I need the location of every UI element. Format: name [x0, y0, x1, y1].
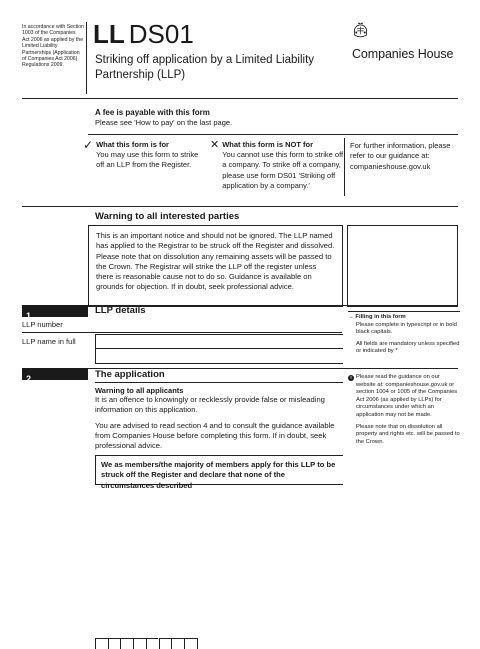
warning-all-title: Warning to all interested parties	[95, 211, 240, 222]
form-title: Striking off application by a Limited Liability Partnership (LLP)	[95, 54, 315, 81]
warning-all-text: This is an important notice and should not be ignored. The LLP named has applied to the Registrar to be struck off the Register and dissolved. Please note that on dissolution any remaining assets will be passed to the Crown. The Registrar will strike the LLP off the register unless there is reasonable cause not to do so. Guidance is available on grounds for objection. If in doubt, seek professional advice.	[96, 231, 335, 292]
companies-house-logo	[352, 21, 462, 61]
warning-all-box	[88, 225, 343, 307]
legal-note: In accordance with Section 1003 of the Companies Act 2006 as applied by the Limited Liability Partnerships (Application of Companies Act 2006) Regulations 2009.	[22, 24, 84, 69]
section-1-number: 1	[26, 311, 32, 321]
section-1-title: LLP details	[95, 305, 146, 316]
side-dissolution-text: Please note that on dissolution all property and rights etc. will be passed to the Crown.	[356, 423, 460, 445]
section-1-badge	[22, 305, 88, 321]
intro-rule	[22, 206, 458, 207]
side-note-title: Filling in this form	[355, 314, 406, 320]
llp-number-cell-end	[197, 638, 198, 649]
fee-note: Please see 'How to pay' on the last page.	[95, 118, 233, 127]
for-text: You may use this form to strike off an LLP from the Register.	[96, 150, 199, 170]
declaration-text: We as members/the majority of members apply for this LLP to be struck off the Register and declare that none of the circumstances described	[101, 460, 336, 490]
logo-text: Companies House	[352, 47, 454, 61]
fee-rule	[88, 134, 458, 135]
section-2-title: The application	[95, 369, 165, 380]
applicant-warning-title: Warning to all applicants	[95, 386, 184, 395]
form-code	[93, 20, 194, 48]
arrow-right-icon: →	[348, 314, 354, 320]
info-divider	[344, 138, 345, 196]
llp-name-underline	[95, 363, 343, 364]
header-rule	[22, 98, 458, 99]
section-2-badge	[22, 368, 88, 384]
for-title: What this form is for	[96, 140, 169, 149]
llp-number-cell[interactable]	[108, 638, 121, 649]
info-icon: !	[348, 375, 354, 381]
what-form-is-for	[83, 140, 208, 171]
llp-number-cell[interactable]	[146, 638, 159, 649]
side-note-heading	[348, 311, 460, 322]
section-2-number: 2	[26, 374, 32, 384]
form-prefix: LL	[93, 19, 125, 49]
cross-icon: ✕	[210, 139, 220, 151]
declaration-box	[95, 455, 343, 490]
llp-name-field-left	[95, 349, 96, 363]
llp-number-cell[interactable]	[120, 638, 133, 649]
section-2-side-note	[348, 374, 460, 446]
not-for-title: What this form is NOT for	[222, 140, 314, 149]
applicant-warning-text-1: It is an offence to knowingly or recklessly provide false or misleading information on this application.	[95, 395, 325, 415]
royal-crest-icon	[352, 21, 369, 39]
llp-number-cell[interactable]	[133, 638, 146, 649]
side-guidance-text: Please read the guidance on our website at: companieshouse.gov.uk or section 1004 or 1005 of the Companies Act 2006 (as applied by LLPs) for circumstances under which an application may not be made.	[356, 374, 458, 418]
llp-number-field[interactable]	[95, 319, 210, 331]
not-for-text: You cannot use this form to strike off a company. To strike off a company, please use form DS01 'Striking off application by a company.'	[222, 150, 344, 190]
llp-number-label: LLP number	[22, 320, 63, 329]
applicant-warning	[95, 386, 345, 451]
llp-name-label: LLP name in full	[22, 337, 76, 346]
check-icon: ✓	[83, 138, 94, 152]
side-note-rule	[348, 311, 460, 312]
header-divider	[86, 22, 87, 94]
what-form-is-not-for	[210, 140, 345, 191]
side-guidance	[348, 374, 460, 420]
llp-number-cell[interactable]	[159, 638, 172, 649]
llp-number-underline	[22, 332, 342, 333]
applicant-warning-text-2: You are advised to read section 4 and to consult the guidance available from Companies House before completing this form. If in doubt, seek professional advice.	[95, 420, 335, 451]
llp-number-cell[interactable]	[184, 638, 197, 649]
llp-number-cell[interactable]	[95, 638, 108, 649]
section-1-side-note	[348, 311, 460, 356]
fee-title: A fee is payable with this form	[95, 108, 210, 117]
section-2-title-rule	[95, 382, 343, 383]
side-note-text-2: All fields are mandatory unless specified or indicated by *	[356, 340, 460, 355]
info-text: For further information, please refer to our guidance at: companieshouse.gov.uk	[350, 141, 451, 171]
form-number: DS01	[128, 19, 194, 49]
llp-number-cell[interactable]	[171, 638, 184, 649]
llp-name-field[interactable]	[95, 334, 343, 349]
side-note-text-1: Please complete in typescript or in bold black capitals.	[356, 321, 457, 336]
warning-side-box	[347, 225, 458, 307]
